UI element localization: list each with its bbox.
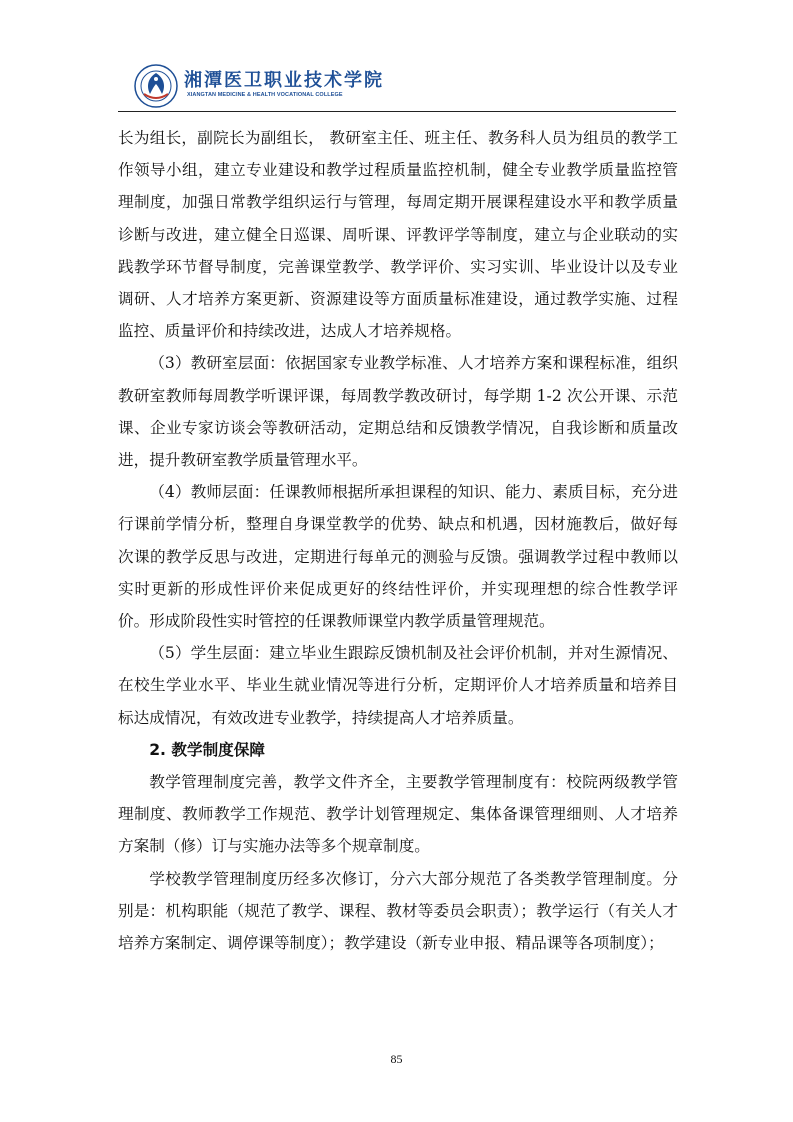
page-number: 85 (390, 1052, 403, 1066)
header-divider (118, 111, 676, 112)
paragraph-management-system: 教学管理制度完善，教学文件齐全，主要教学管理制度有：校院两级教学管理制度、教师教学工作规范、教学计划管理规定、集体备课管理细则、人才培养方案制（修）订与实施办法等多个规章制度。 (118, 773, 678, 856)
paragraph-system-revision: 学校教学管理制度历经多次修订，分六大部分规范了各类教学管理制度。分别是：机构职能（规范了教学、课程、教材等委员会职责）；教学运行（有关人才培养方案制定、调停课等制度）；教学建设（新专业申报、精品课等各项制度）； (118, 869, 678, 953)
page-body (118, 122, 678, 959)
paragraph-teaching-office-level: （3）教研室层面：依据国家专业教学标准、人才培养方案和课程标准，组织教研室教师每周教学听课评课，每周教学教改研讨，每学期 1-2 次公开课、示范课、企业专家访谈会等教研活动，定期总结和反馈教学情况，自我诊断和质量改进，提升教研室教学质量管理水平。 (118, 354, 678, 470)
section-heading: 2. 教学制度保障 (149, 740, 265, 759)
page-header (118, 62, 676, 110)
school-name: 湘潭医卫职业技术学院 (184, 70, 384, 91)
paragraph-teacher-level: （4）教师层面：任课教师根据所承担课程的知识、能力、素质目标，充分进行课前学情分析，整理自身课堂教学的优势、缺点和机遇，因材施教后，做好每次课的教学反思与改进，定期进行每单元的测验与反馈。强调教学过程中教师以实时更新的形成性评价来促成更好的终结性评价，并实现理想的综合性教学评价。形成阶段性实时管控的任课教师课堂内教学质量管理规范。 (118, 483, 678, 631)
school-logo-icon (134, 64, 178, 108)
paragraph-leadership: 长为组长，副院长为副组长， 教研室主任、班主任、教务科人员为组员的教学工作领导小组，建立专业建设和教学过程质量监控机制，健全专业教学质量监控管理制度，加强日常教学组织运行与管理，每周定期开展课程建设水平和教学质量诊断与改进，建立健全日巡课、周听课、评教评学等制度，建立与企业联动的实践教学环节督导制度，完善课堂教学、教学评价、实习实训、毕业设计以及专业调研、人才培养方案更新、资源建设等方面质量标准建设，通过教学实施、过程监控、质量评价和持续改进，达成人才培养规格。 (118, 129, 678, 341)
paragraph-student-level: （5）学生层面：建立毕业生跟踪反馈机制及社会评价机制，并对生源情况、在校生学业水平、毕业生就业情况等进行分析，定期评价人才培养质量和培养目标达成情况，有效改进专业教学，持续提高人才培养质量。 (118, 644, 678, 727)
school-name-english: XIANGTAN MEDICINE & HEALTH VOCATIONAL COLLEGE (187, 92, 343, 98)
